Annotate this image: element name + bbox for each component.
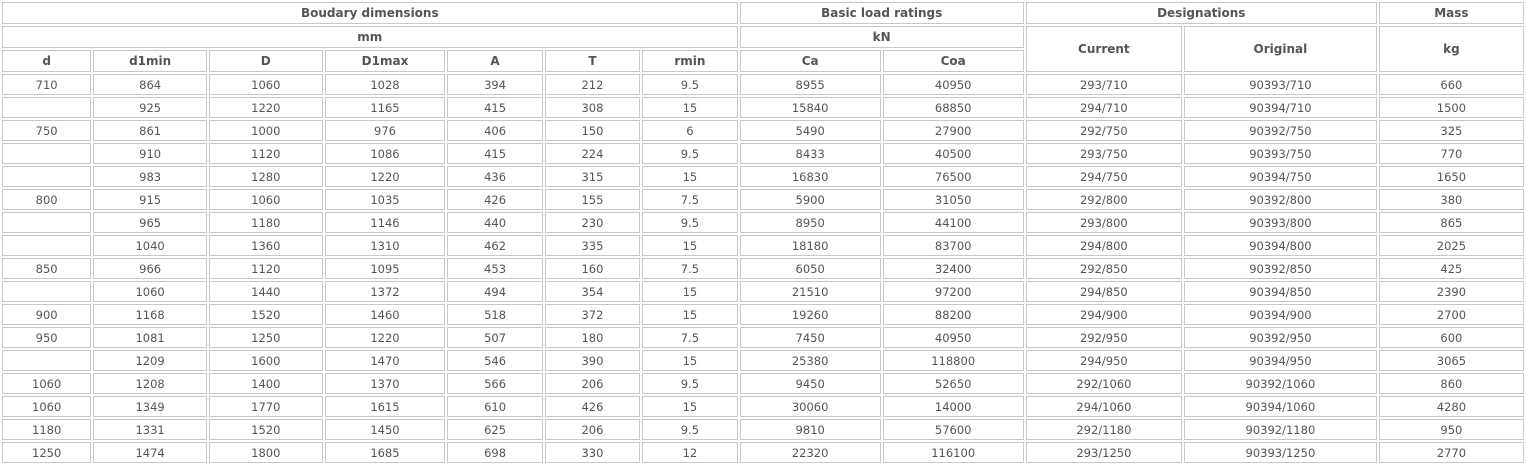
cell-D: 1600 <box>209 350 323 371</box>
cell-D: 1770 <box>209 396 323 417</box>
cell-D1max: 1370 <box>325 373 446 394</box>
cell-Coa: 31050 <box>883 189 1024 210</box>
cell-d1min: 1474 <box>93 442 207 463</box>
cell-mass: 425 <box>1379 258 1524 279</box>
cell-current: 292/850 <box>1026 258 1182 279</box>
cell-Coa: 97200 <box>883 281 1024 302</box>
cell-d <box>2 143 91 164</box>
cell-original: 90392/850 <box>1184 258 1377 279</box>
cell-current: 293/710 <box>1026 74 1182 95</box>
cell-rmin: 9.5 <box>642 373 737 394</box>
cell-T: 206 <box>545 419 640 440</box>
table-row <box>2 396 1524 417</box>
cell-Coa: 118800 <box>883 350 1024 371</box>
cell-Ca: 9450 <box>740 373 881 394</box>
header-current: Current <box>1026 26 1182 72</box>
table-body <box>2 74 1524 463</box>
cell-D: 1280 <box>209 166 323 187</box>
table-row <box>2 166 1524 187</box>
col-header-T: T <box>545 50 640 72</box>
cell-mass: 325 <box>1379 120 1524 141</box>
cell-original: 90394/850 <box>1184 281 1377 302</box>
cell-d <box>2 350 91 371</box>
cell-original: 90394/900 <box>1184 304 1377 325</box>
cell-original: 90393/710 <box>1184 74 1377 95</box>
cell-rmin: 15 <box>642 166 737 187</box>
cell-d1min: 915 <box>93 189 207 210</box>
cell-D1max: 1028 <box>325 74 446 95</box>
cell-d1min: 966 <box>93 258 207 279</box>
cell-d1min: 925 <box>93 97 207 118</box>
cell-D1max: 1460 <box>325 304 446 325</box>
cell-T: 206 <box>545 373 640 394</box>
cell-d: 800 <box>2 189 91 210</box>
table-row <box>2 281 1524 302</box>
cell-Ca: 19260 <box>740 304 881 325</box>
cell-Coa: 14000 <box>883 396 1024 417</box>
table-row <box>2 350 1524 371</box>
table-row <box>2 212 1524 233</box>
cell-d: 900 <box>2 304 91 325</box>
cell-d1min: 1209 <box>93 350 207 371</box>
cell-A: 518 <box>447 304 542 325</box>
cell-rmin: 12 <box>642 442 737 463</box>
cell-Coa: 116100 <box>883 442 1024 463</box>
cell-rmin: 9.5 <box>642 74 737 95</box>
cell-d: 950 <box>2 327 91 348</box>
cell-Ca: 8950 <box>740 212 881 233</box>
cell-D1max: 976 <box>325 120 446 141</box>
col-header-Coa: Coa <box>883 50 1024 72</box>
cell-A: 415 <box>447 97 542 118</box>
cell-T: 212 <box>545 74 640 95</box>
cell-D: 1060 <box>209 189 323 210</box>
cell-current: 292/1060 <box>1026 373 1182 394</box>
cell-D1max: 1146 <box>325 212 446 233</box>
unit-kg: kg <box>1379 26 1524 72</box>
col-header-d: d <box>2 50 91 72</box>
cell-rmin: 9.5 <box>642 212 737 233</box>
cell-original: 90394/950 <box>1184 350 1377 371</box>
cell-current: 292/1180 <box>1026 419 1182 440</box>
cell-A: 394 <box>447 74 542 95</box>
cell-D: 1360 <box>209 235 323 256</box>
cell-T: 335 <box>545 235 640 256</box>
cell-Ca: 25380 <box>740 350 881 371</box>
cell-D: 1400 <box>209 373 323 394</box>
cell-D1max: 1086 <box>325 143 446 164</box>
cell-A: 453 <box>447 258 542 279</box>
cell-d1min: 1040 <box>93 235 207 256</box>
cell-mass: 1500 <box>1379 97 1524 118</box>
cell-rmin: 15 <box>642 235 737 256</box>
col-header-D1max: D1max <box>325 50 446 72</box>
cell-original: 90392/1180 <box>1184 419 1377 440</box>
cell-original: 90392/750 <box>1184 120 1377 141</box>
cell-d1min: 1168 <box>93 304 207 325</box>
cell-A: 440 <box>447 212 542 233</box>
cell-mass: 1650 <box>1379 166 1524 187</box>
cell-D1max: 1470 <box>325 350 446 371</box>
cell-D: 1000 <box>209 120 323 141</box>
col-header-D: D <box>209 50 323 72</box>
cell-d: 1180 <box>2 419 91 440</box>
col-header-A: A <box>447 50 542 72</box>
cell-mass: 860 <box>1379 373 1524 394</box>
cell-A: 546 <box>447 350 542 371</box>
cell-Coa: 88200 <box>883 304 1024 325</box>
cell-rmin: 9.5 <box>642 419 737 440</box>
header-boundary-dimensions: Boudary dimensions <box>2 2 738 24</box>
cell-D: 1120 <box>209 258 323 279</box>
table-row <box>2 327 1524 348</box>
cell-A: 610 <box>447 396 542 417</box>
cell-current: 294/710 <box>1026 97 1182 118</box>
cell-mass: 660 <box>1379 74 1524 95</box>
cell-rmin: 15 <box>642 350 737 371</box>
cell-A: 415 <box>447 143 542 164</box>
cell-T: 155 <box>545 189 640 210</box>
cell-current: 294/950 <box>1026 350 1182 371</box>
cell-original: 90392/800 <box>1184 189 1377 210</box>
cell-mass: 770 <box>1379 143 1524 164</box>
cell-Coa: 40950 <box>883 74 1024 95</box>
cell-original: 90392/1060 <box>1184 373 1377 394</box>
cell-D: 1520 <box>209 419 323 440</box>
cell-rmin: 7.5 <box>642 327 737 348</box>
cell-rmin: 15 <box>642 97 737 118</box>
cell-D1max: 1310 <box>325 235 446 256</box>
cell-original: 90393/750 <box>1184 143 1377 164</box>
cell-d: 750 <box>2 120 91 141</box>
cell-d1min: 1208 <box>93 373 207 394</box>
cell-D1max: 1165 <box>325 97 446 118</box>
cell-T: 230 <box>545 212 640 233</box>
cell-A: 494 <box>447 281 542 302</box>
cell-T: 224 <box>545 143 640 164</box>
unit-kn: kN <box>740 26 1024 48</box>
cell-Coa: 40950 <box>883 327 1024 348</box>
cell-D: 1800 <box>209 442 323 463</box>
cell-Coa: 27900 <box>883 120 1024 141</box>
cell-original: 90394/1060 <box>1184 396 1377 417</box>
cell-mass: 950 <box>1379 419 1524 440</box>
cell-Ca: 5490 <box>740 120 881 141</box>
cell-T: 372 <box>545 304 640 325</box>
cell-mass: 3065 <box>1379 350 1524 371</box>
header-designations: Designations <box>1026 2 1377 24</box>
cell-Ca: 22320 <box>740 442 881 463</box>
cell-A: 462 <box>447 235 542 256</box>
cell-D1max: 1095 <box>325 258 446 279</box>
cell-D: 1120 <box>209 143 323 164</box>
cell-current: 293/750 <box>1026 143 1182 164</box>
cell-Ca: 6050 <box>740 258 881 279</box>
table-row <box>2 235 1524 256</box>
cell-Coa: 32400 <box>883 258 1024 279</box>
cell-mass: 2770 <box>1379 442 1524 463</box>
cell-mass: 2700 <box>1379 304 1524 325</box>
cell-Ca: 8433 <box>740 143 881 164</box>
cell-A: 406 <box>447 120 542 141</box>
cell-d <box>2 235 91 256</box>
table-row <box>2 189 1524 210</box>
table-row <box>2 143 1524 164</box>
cell-T: 354 <box>545 281 640 302</box>
cell-d <box>2 281 91 302</box>
cell-current: 294/750 <box>1026 166 1182 187</box>
table-row <box>2 97 1524 118</box>
cell-T: 390 <box>545 350 640 371</box>
header-original: Original <box>1184 26 1377 72</box>
cell-T: 308 <box>545 97 640 118</box>
table-row <box>2 74 1524 95</box>
cell-current: 292/750 <box>1026 120 1182 141</box>
cell-current: 294/1060 <box>1026 396 1182 417</box>
cell-d1min: 910 <box>93 143 207 164</box>
cell-current: 293/1250 <box>1026 442 1182 463</box>
cell-Coa: 76500 <box>883 166 1024 187</box>
cell-mass: 4280 <box>1379 396 1524 417</box>
cell-mass: 380 <box>1379 189 1524 210</box>
cell-d1min: 861 <box>93 120 207 141</box>
cell-Ca: 9810 <box>740 419 881 440</box>
cell-current: 294/850 <box>1026 281 1182 302</box>
cell-D1max: 1372 <box>325 281 446 302</box>
header-basic-load-ratings: Basic load ratings <box>740 2 1024 24</box>
cell-d: 710 <box>2 74 91 95</box>
cell-original: 90394/800 <box>1184 235 1377 256</box>
cell-D: 1440 <box>209 281 323 302</box>
cell-D: 1250 <box>209 327 323 348</box>
table-row <box>2 373 1524 394</box>
cell-D1max: 1220 <box>325 166 446 187</box>
cell-T: 150 <box>545 120 640 141</box>
cell-d1min: 1060 <box>93 281 207 302</box>
cell-rmin: 15 <box>642 281 737 302</box>
cell-T: 315 <box>545 166 640 187</box>
cell-current: 292/950 <box>1026 327 1182 348</box>
cell-Ca: 16830 <box>740 166 881 187</box>
cell-mass: 2390 <box>1379 281 1524 302</box>
cell-D1max: 1450 <box>325 419 446 440</box>
cell-A: 507 <box>447 327 542 348</box>
cell-A: 625 <box>447 419 542 440</box>
cell-D1max: 1035 <box>325 189 446 210</box>
cell-D: 1520 <box>209 304 323 325</box>
cell-current: 292/800 <box>1026 189 1182 210</box>
cell-Coa: 52650 <box>883 373 1024 394</box>
cell-original: 90394/710 <box>1184 97 1377 118</box>
cell-current: 294/800 <box>1026 235 1182 256</box>
cell-d <box>2 212 91 233</box>
cell-Coa: 68850 <box>883 97 1024 118</box>
cell-mass: 600 <box>1379 327 1524 348</box>
col-header-rmin: rmin <box>642 50 737 72</box>
cell-A: 698 <box>447 442 542 463</box>
cell-Ca: 21510 <box>740 281 881 302</box>
cell-A: 426 <box>447 189 542 210</box>
table-row <box>2 419 1524 440</box>
cell-d: 1250 <box>2 442 91 463</box>
cell-original: 90394/750 <box>1184 166 1377 187</box>
cell-D1max: 1685 <box>325 442 446 463</box>
cell-Ca: 15840 <box>740 97 881 118</box>
col-header-d1min: d1min <box>93 50 207 72</box>
cell-rmin: 15 <box>642 396 737 417</box>
cell-current: 294/900 <box>1026 304 1182 325</box>
cell-D1max: 1615 <box>325 396 446 417</box>
cell-Ca: 5900 <box>740 189 881 210</box>
table-row <box>2 304 1524 325</box>
cell-d1min: 983 <box>93 166 207 187</box>
cell-T: 180 <box>545 327 640 348</box>
table-row <box>2 442 1524 463</box>
cell-d: 850 <box>2 258 91 279</box>
cell-Coa: 57600 <box>883 419 1024 440</box>
cell-T: 426 <box>545 396 640 417</box>
cell-A: 436 <box>447 166 542 187</box>
cell-Ca: 18180 <box>740 235 881 256</box>
table-row <box>2 258 1524 279</box>
cell-mass: 2025 <box>1379 235 1524 256</box>
cell-Coa: 83700 <box>883 235 1024 256</box>
cell-D: 1180 <box>209 212 323 233</box>
cell-d <box>2 166 91 187</box>
cell-d: 1060 <box>2 373 91 394</box>
cell-rmin: 7.5 <box>642 258 737 279</box>
table-row <box>2 120 1524 141</box>
cell-d1min: 1349 <box>93 396 207 417</box>
cell-d1min: 965 <box>93 212 207 233</box>
col-header-Ca: Ca <box>740 50 881 72</box>
cell-A: 566 <box>447 373 542 394</box>
cell-rmin: 6 <box>642 120 737 141</box>
cell-D: 1220 <box>209 97 323 118</box>
cell-D1max: 1220 <box>325 327 446 348</box>
unit-mm: mm <box>2 26 738 48</box>
cell-rmin: 9.5 <box>642 143 737 164</box>
cell-d <box>2 97 91 118</box>
cell-Coa: 40500 <box>883 143 1024 164</box>
cell-original: 90392/950 <box>1184 327 1377 348</box>
cell-rmin: 15 <box>642 304 737 325</box>
cell-Ca: 7450 <box>740 327 881 348</box>
cell-current: 293/800 <box>1026 212 1182 233</box>
cell-T: 160 <box>545 258 640 279</box>
cell-d1min: 864 <box>93 74 207 95</box>
header-mass: Mass <box>1379 2 1524 24</box>
cell-d: 1060 <box>2 396 91 417</box>
cell-d1min: 1081 <box>93 327 207 348</box>
cell-mass: 865 <box>1379 212 1524 233</box>
cell-original: 90393/1250 <box>1184 442 1377 463</box>
cell-Ca: 30060 <box>740 396 881 417</box>
cell-Coa: 44100 <box>883 212 1024 233</box>
cell-Ca: 8955 <box>740 74 881 95</box>
cell-rmin: 7.5 <box>642 189 737 210</box>
cell-original: 90393/800 <box>1184 212 1377 233</box>
cell-D: 1060 <box>209 74 323 95</box>
cell-T: 330 <box>545 442 640 463</box>
cell-d1min: 1331 <box>93 419 207 440</box>
